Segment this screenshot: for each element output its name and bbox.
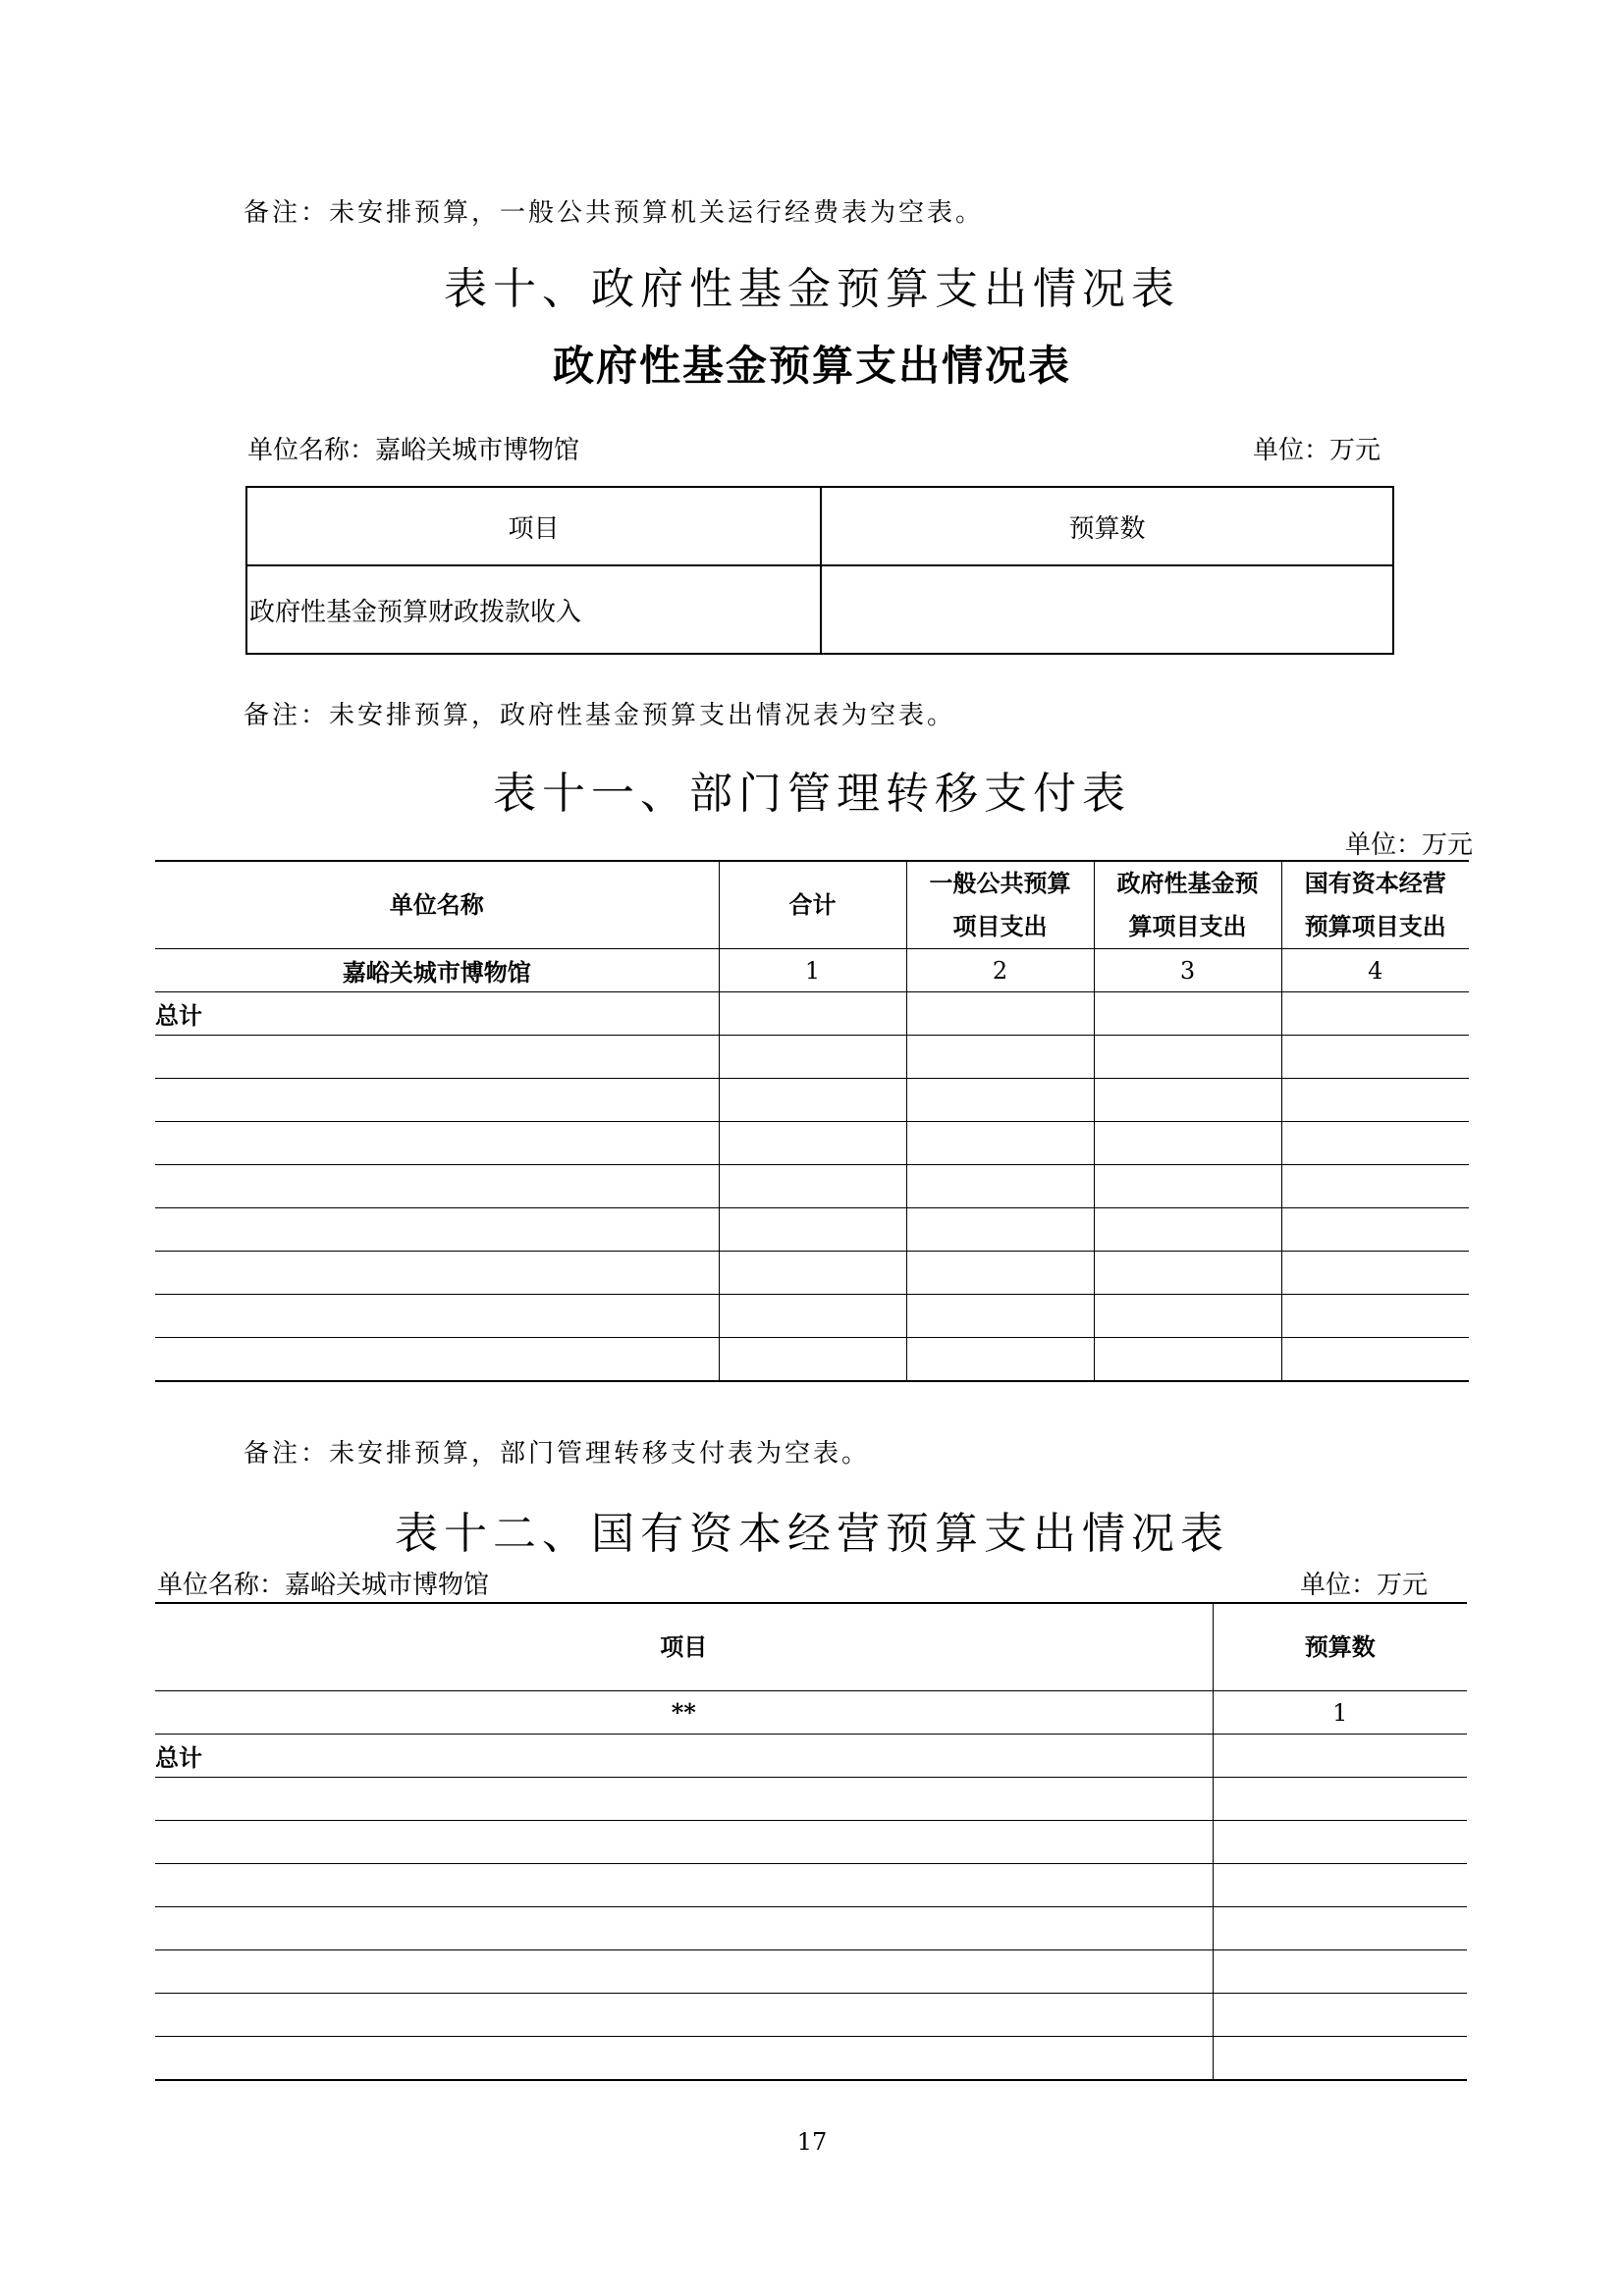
table-header-row — [155, 1603, 1467, 1691]
table-row-index — [155, 949, 1469, 992]
index-unit-name: 嘉峪关城市博物馆 — [155, 949, 719, 992]
table10-unit-name: 单位名称：嘉峪关城市博物馆 — [247, 436, 580, 465]
index-2: 2 — [906, 949, 1094, 992]
header-unit-name: 单位名称 — [155, 861, 719, 949]
table12-unit-name: 单位名称：嘉峪关城市博物馆 — [157, 1571, 490, 1600]
table10-unit: 单位：万元 — [1253, 436, 1381, 465]
index-4: 4 — [1281, 949, 1469, 992]
table-row — [155, 1864, 1467, 1907]
table11-unit: 单位：万元 — [1345, 830, 1474, 860]
table12-unit: 单位：万元 — [1300, 1571, 1429, 1600]
table-row — [155, 1821, 1467, 1864]
index-1: 1 — [1213, 1691, 1467, 1735]
header-state-capital: 国有资本经营预算项目支出 — [1281, 861, 1469, 949]
table-row-total — [155, 992, 1469, 1036]
table-row — [155, 1208, 1469, 1252]
table9-note: 备注：未安排预算，一般公共预算机关运行经费表为空表。 — [244, 198, 985, 228]
table-header-row — [246, 487, 1393, 565]
header-total: 合计 — [719, 861, 906, 949]
table-row — [155, 1994, 1467, 2037]
table-row — [155, 1079, 1469, 1122]
header-item: 项目 — [246, 487, 821, 565]
row-value — [821, 565, 1393, 654]
table12-heading: 表十二、国有资本经营预算支出情况表 — [395, 1509, 1229, 1559]
index-1: 1 — [719, 949, 906, 992]
table12 — [155, 1602, 1467, 2081]
table10-note: 备注：未安排预算，政府性基金预算支出情况表为空表。 — [244, 701, 956, 730]
page-number: 17 — [796, 2128, 828, 2156]
table-row — [155, 1295, 1469, 1338]
table11-heading: 表十一、部门管理转移支付表 — [493, 769, 1131, 819]
table-row — [155, 1778, 1467, 1821]
header-budget: 预算数 — [821, 487, 1393, 565]
table-row — [155, 1950, 1467, 1994]
table11-note: 备注：未安排预算，部门管理转移支付表为空表。 — [244, 1439, 871, 1468]
total-label: 总计 — [155, 1735, 1213, 1778]
table-row — [246, 565, 1393, 654]
header-general-budget: 一般公共预算项目支出 — [906, 861, 1094, 949]
table-row — [155, 1338, 1469, 1382]
index-3: 3 — [1094, 949, 1281, 992]
header-item: 项目 — [155, 1603, 1213, 1691]
table-row — [155, 1907, 1467, 1950]
table10-title: 政府性基金预算支出情况表 — [552, 342, 1071, 390]
row-label: 政府性基金预算财政拨款收入 — [246, 565, 821, 654]
table-row — [155, 1122, 1469, 1165]
table-row — [155, 1252, 1469, 1295]
table10 — [245, 486, 1394, 655]
table10-heading: 表十、政府性基金预算支出情况表 — [444, 264, 1180, 314]
table-row-total — [155, 1735, 1467, 1778]
table11 — [155, 860, 1469, 1382]
table-row-index — [155, 1691, 1467, 1735]
header-fund-budget: 政府性基金预算项目支出 — [1094, 861, 1281, 949]
index-item: ** — [155, 1691, 1213, 1735]
header-budget: 预算数 — [1213, 1603, 1467, 1691]
total-label: 总计 — [155, 992, 719, 1036]
table-row — [155, 2037, 1467, 2081]
table-row — [155, 1165, 1469, 1208]
table-header-row — [155, 861, 1469, 949]
table-row — [155, 1036, 1469, 1079]
